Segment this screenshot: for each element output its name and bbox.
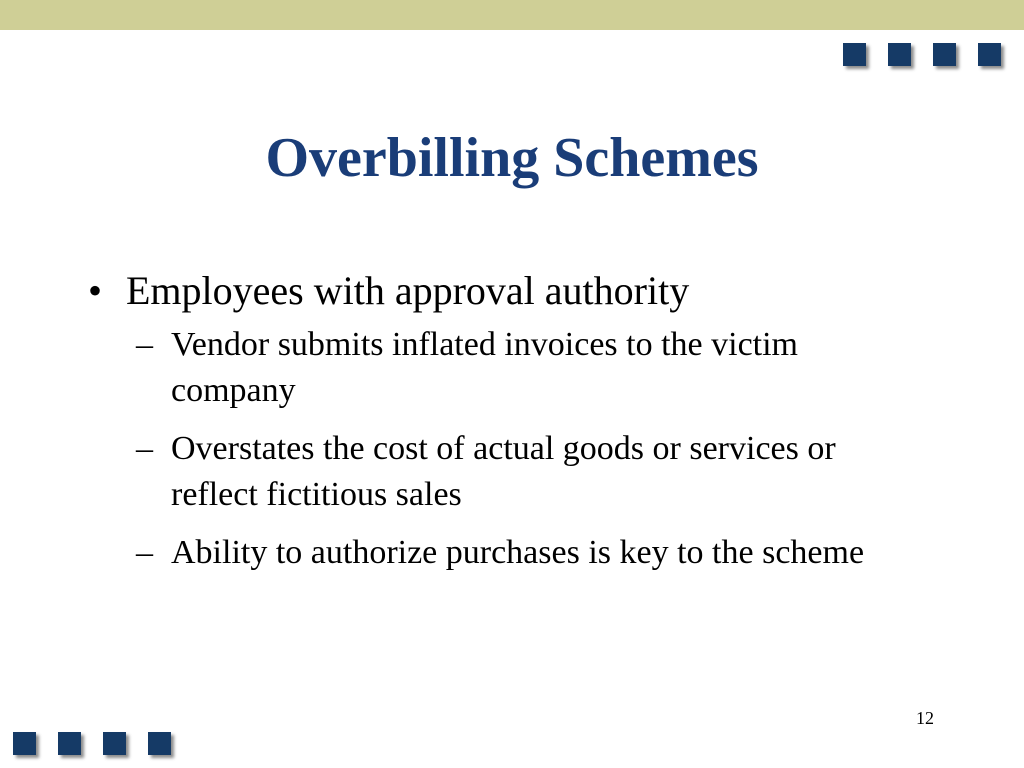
- sub-bullet-marker: –: [136, 534, 153, 571]
- sub-bullet-marker: –: [136, 430, 153, 467]
- sub-bullet-text: Overstates the cost of actual goods or services or reflect fictitious sales: [171, 430, 836, 513]
- slide-title: Overbilling Schemes: [265, 127, 759, 189]
- decorative-square-icon: [13, 732, 36, 755]
- sub-bullet-text: Vendor submits inflated invoices to the victim company: [171, 326, 799, 409]
- sub-bullet-item: [136, 530, 891, 576]
- sub-bullet-item: [136, 322, 891, 414]
- sub-bullet-list: [136, 322, 928, 576]
- top-decorative-band: [0, 0, 1024, 30]
- decorative-square-icon: [58, 732, 81, 755]
- decorative-square-icon: [978, 43, 1001, 66]
- decorative-square-icon: [933, 43, 956, 66]
- decorative-square-icon: [148, 732, 171, 755]
- decorative-square-icon: [103, 732, 126, 755]
- bullet-marker: •: [88, 268, 103, 313]
- decorative-square-icon: [888, 43, 911, 66]
- sub-bullet-marker: –: [136, 326, 153, 363]
- bullet-item: [88, 266, 928, 316]
- sub-bullet-item: [136, 426, 891, 518]
- sub-bullet-text: Ability to authorize purchases is key to the scheme: [171, 534, 865, 571]
- top-decorative-squares: [843, 43, 1001, 66]
- page-number: 12: [916, 708, 934, 728]
- bottom-decorative-squares: [13, 732, 171, 755]
- bullet-text: Employees with approval authority: [126, 268, 690, 313]
- decorative-square-icon: [843, 43, 866, 66]
- slide-content: [88, 266, 928, 588]
